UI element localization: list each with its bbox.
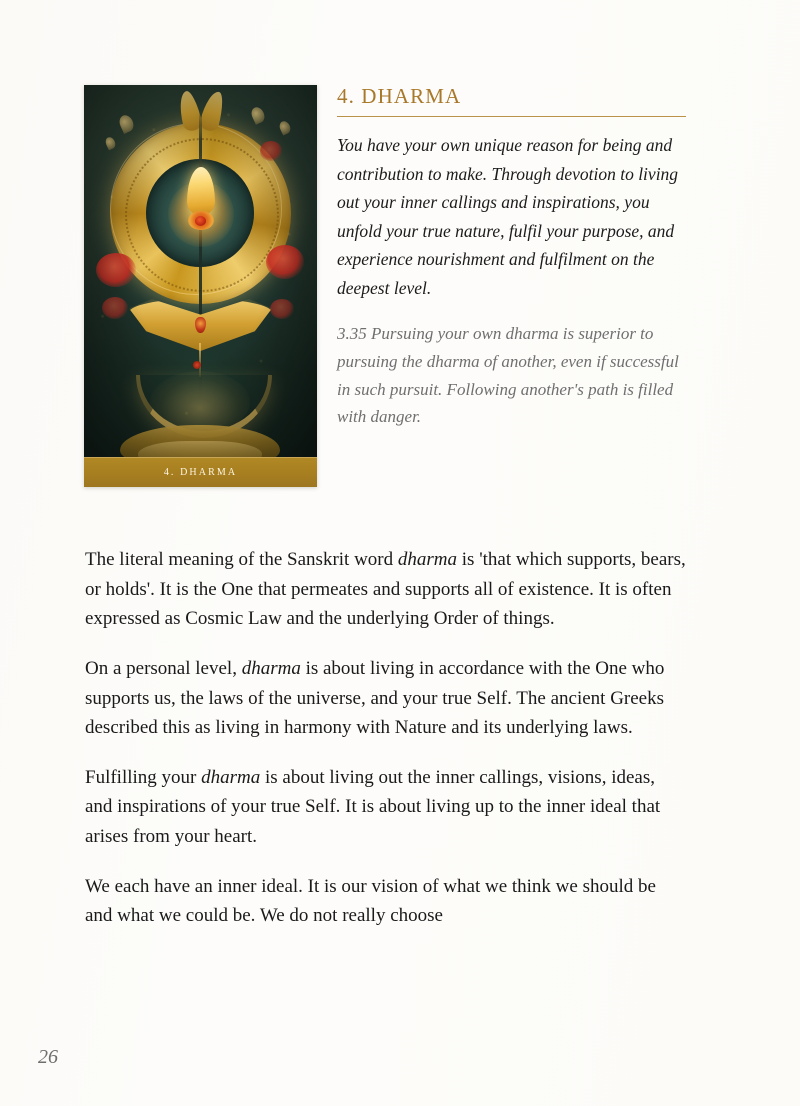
dharma-card: [84, 85, 317, 487]
eye-core-icon: [195, 216, 206, 226]
body-paragraph: [85, 545, 686, 634]
page-number: 26: [38, 1046, 58, 1068]
body-paragraph: [85, 872, 686, 931]
blossom: [266, 245, 304, 279]
body-paragraph: [85, 654, 686, 743]
scripture-verse: 3.35 Pursuing your own dharma is superior to pursuing the dharma of another, even if successful in such pursuit. Following another's path is filled with danger.: [337, 324, 679, 427]
section-lead-paragraph: You have your own unique reason for being and contribution to make. Through devotion to living out your inner callings and inspirations, you unfold your true nature, fulfil your purpose, and experience nourishment and fulfilment on the deepest level.: [337, 135, 679, 298]
body-text-run: is about living out the inner callings, visions, ideas, and inspirations of your true Self. It is about living up to the inner ideal that arises from your heart.: [85, 766, 661, 847]
spark-petal: [104, 136, 117, 151]
body-text-run: On a personal level,: [85, 657, 242, 679]
spark-petal: [249, 105, 267, 125]
blossom: [96, 253, 136, 287]
body-text-run: We each have an inner ideal. It is our vision of what we think we should be and what we could be. We do not really choose: [85, 875, 656, 927]
intro-column: [337, 85, 686, 431]
blossom: [260, 141, 282, 161]
heading-divider: [337, 116, 686, 117]
card-caption-label: 4. DHARMA: [163, 467, 238, 478]
red-dot: [193, 361, 201, 369]
card-artwork: [84, 85, 317, 458]
spark-petal: [278, 119, 293, 135]
card-caption-band: [84, 457, 317, 487]
blossom: [102, 297, 128, 319]
body-text-run: Fulfilling your: [85, 766, 202, 788]
body-text-run: is 'that which supports, bears, or holds'. It is the One that permeates and supports all of existence. It is often expressed as Cosmic Law and the underlying Order of things.: [85, 549, 686, 630]
body-copy: [85, 545, 686, 931]
body-text-run: The literal meaning of the Sanskrit word: [85, 549, 398, 570]
section-heading: 4. DHARMA: [337, 84, 462, 108]
body-paragraph: [85, 763, 686, 852]
spark-petal: [117, 113, 136, 134]
body-text-run: is about living in accordance with the One who supports us, the laws of the universe, and your true Self. The ancient Greeks described this as living in harmony with Nature and its underlying laws.: [85, 657, 665, 739]
italic-term: dharma: [201, 766, 261, 788]
blossom: [270, 299, 294, 319]
top-section: [84, 85, 686, 535]
italic-term: dharma: [397, 549, 458, 570]
plinth-scroll: [138, 441, 262, 458]
italic-term: dharma: [241, 657, 301, 679]
